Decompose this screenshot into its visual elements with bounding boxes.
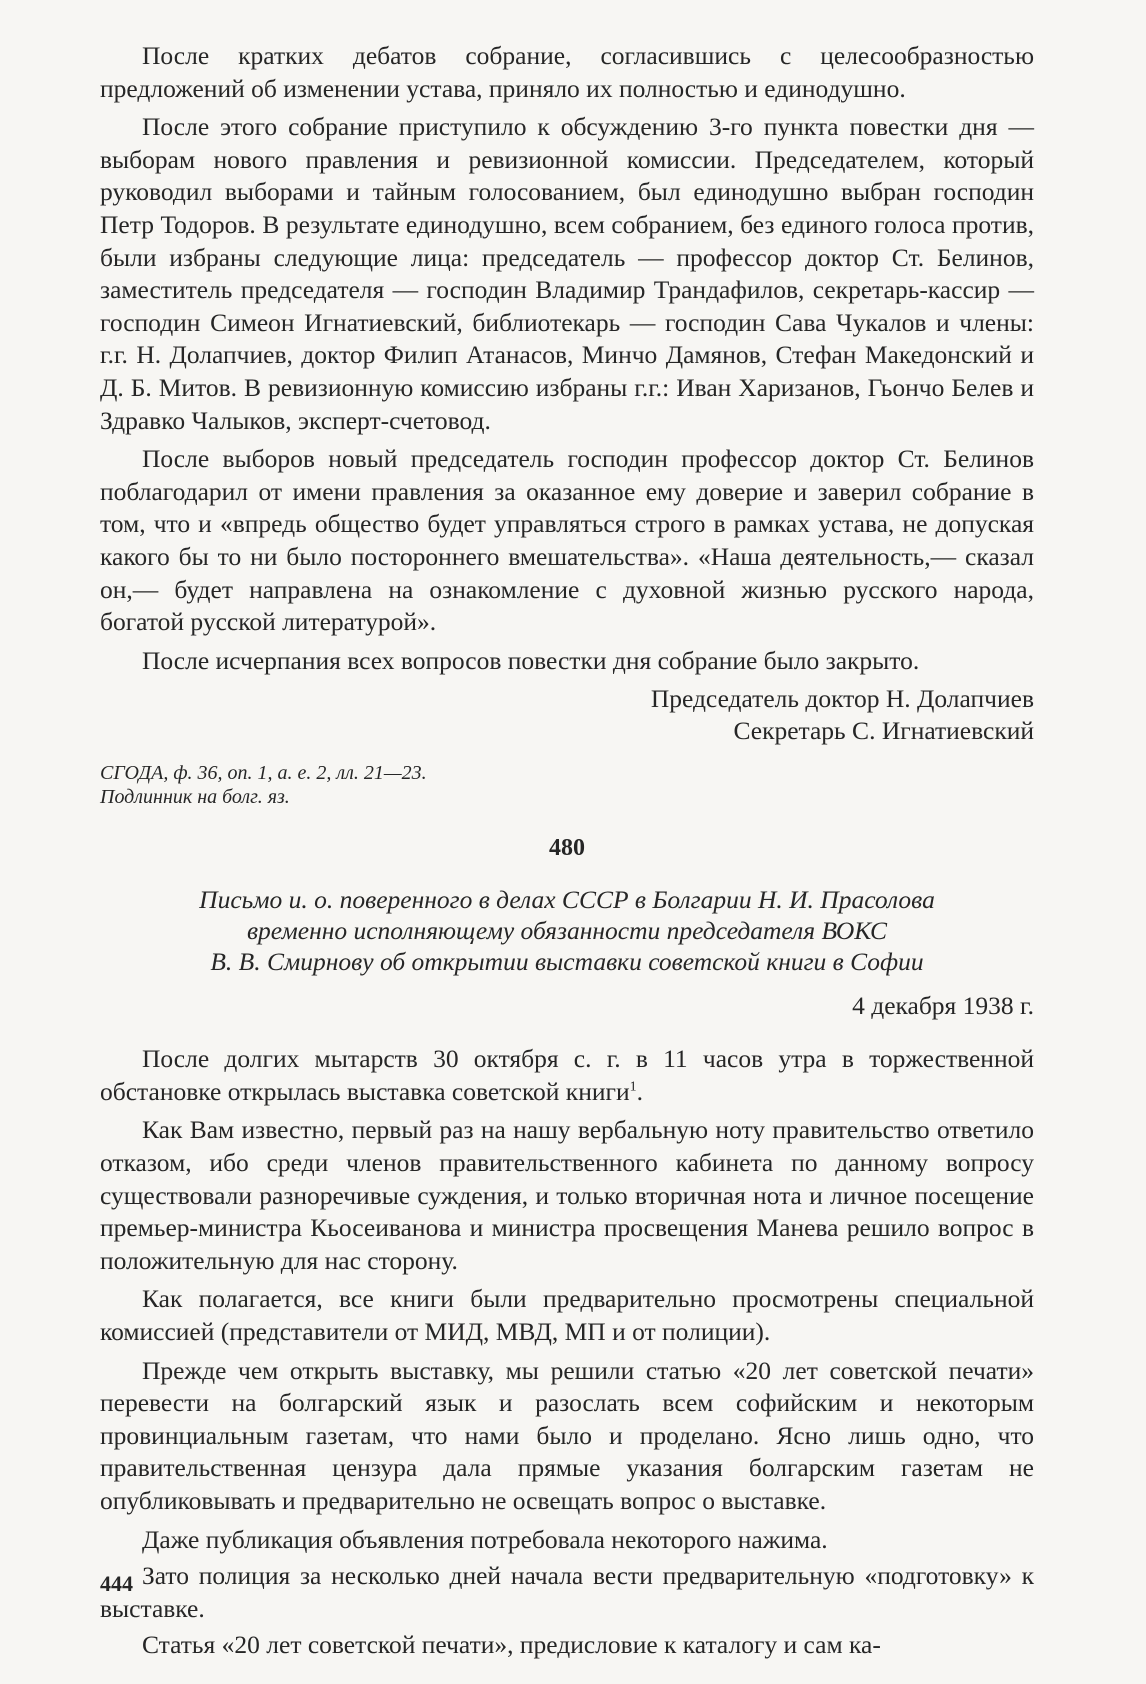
paragraph-opening-text: После долгих мытарств 30 октября с. г. в 11 часов утра в торжественной обстановке открылась выставка советской книги xyxy=(100,1044,1034,1106)
paragraph-5: Как Вам известно, первый раз на нашу вербальную ноту правительство ответило отказом, ибо среди членов правительственного кабинета по данному вопросу существовали разноречивые суждения, и только вторичная нота и личное посещение премьер-министра Кьосеиванова и министра просвещения Манева решило вопрос в положительную для нас сторону. xyxy=(100,1115,1034,1275)
paragraph-opening: После долгих мытарств 30 октября с. г. в 11 часов утра в торжественной обстановке открылась выставка советской книги$^1$. xyxy=(100,1044,1034,1106)
paragraph-4: После исчерпания всех вопросов повестки дня собрание было закрыто. xyxy=(142,645,920,675)
document-number: 480 xyxy=(549,835,585,862)
paragraph-3: После выборов новый председатель господин профессор доктор Ст. Белинов поблагодарил от имени правления за оказанное ему доверие и заверил собрание в том, что и «впредь общество будет управляться строго в рамках устава, не допуская какого бы то ни было постороннего вмешательства». «Наша деятельность,— сказал он,— будет направлена на ознакомление с духовной жизнью русского народа, богатой русской литературой». xyxy=(100,444,1034,637)
document-date: 4 декабря 1938 г. xyxy=(852,991,1034,1021)
archival-source xyxy=(100,761,1034,809)
footnote-marker: 1 xyxy=(629,1079,637,1095)
paragraph-9: Зато полиция за несколько дней начала вести предварительную «подготовку» к выставке. xyxy=(100,1561,1034,1623)
paragraph-1: После кратких дебатов собрание, согласившись с целесообразностью предложений об изменении устава, приняло их полностью и единодушно. xyxy=(100,41,1034,103)
signature-secretary: Секретарь С. Игнатиевский xyxy=(733,716,1034,746)
source-reference: СГОДА, ф. 36, оп. 1, а. е. 2, лл. 21—23. xyxy=(100,762,427,785)
signature-block xyxy=(100,683,1034,747)
document-title-line-1: Письмо и. о. поверенного в делах СССР в Болгарии Н. И. Прасолова xyxy=(199,885,935,915)
signature-chair: Председатель доктор Н. Долапчиев xyxy=(650,684,1034,714)
paragraph-8: Даже публикация объявления потребовала некоторого нажима. xyxy=(142,1524,828,1554)
document-title-line-3: В. В. Смирнову об открытии выставки советской книги в Софии xyxy=(210,947,924,977)
document-title-line-2: временно исполняющему обязанности председателя ВОКС xyxy=(246,916,888,946)
page-number: 444 xyxy=(100,1571,133,1596)
document-title xyxy=(100,884,1034,977)
paragraph-10: Статья «20 лет советской печати», предисловие к каталогу и сам ка- xyxy=(142,1630,881,1660)
source-language: Подлинник на болг. яз. xyxy=(100,786,290,809)
paragraph-2: После этого собрание приступило к обсуждению 3-го пункта повестки дня — выборам нового правления и ревизионной комиссии. Председателем, который руководил выборами и тайным голосованием, был единодушно выбран господин Петр Тодоров. В результате единодушно, всем собранием, без единого голоса против, были избраны следующие лица: председатель — профессор доктор Ст. Белинов, заместитель председателя — господин Владимир Трандафилов, секретарь-кассир — господин Симеон Игнатиевский, библиотекарь — господин Сава Чукалов и члены: г.г. Н. Долапчиев, доктор Филип Атанасов, Минчо Дамянов, Стефан Македонский и Д. Б. Митов. В ревизионную комиссию избраны г.г.: Иван Харизанов, Гьончо Белев и Здравко Чалыков, эксперт-счетовод. xyxy=(100,112,1034,435)
paragraph-7: Прежде чем открыть выставку, мы решили статью «20 лет советской печати» перевести на болгарский язык и разослать всем софийским и некоторым провинциальным газетам, что нами было и проделано. Ясно лишь одно, что правительственная цензура дала прямые указания болгарским газетам не опубликовывать и предварительно не освещать вопрос о выставке. xyxy=(100,1355,1034,1515)
paragraph-6: Как полагается, все книги были предварительно просмотрены специальной комиссией (представители от МИД, МВД, МП и от полиции). xyxy=(100,1284,1034,1347)
